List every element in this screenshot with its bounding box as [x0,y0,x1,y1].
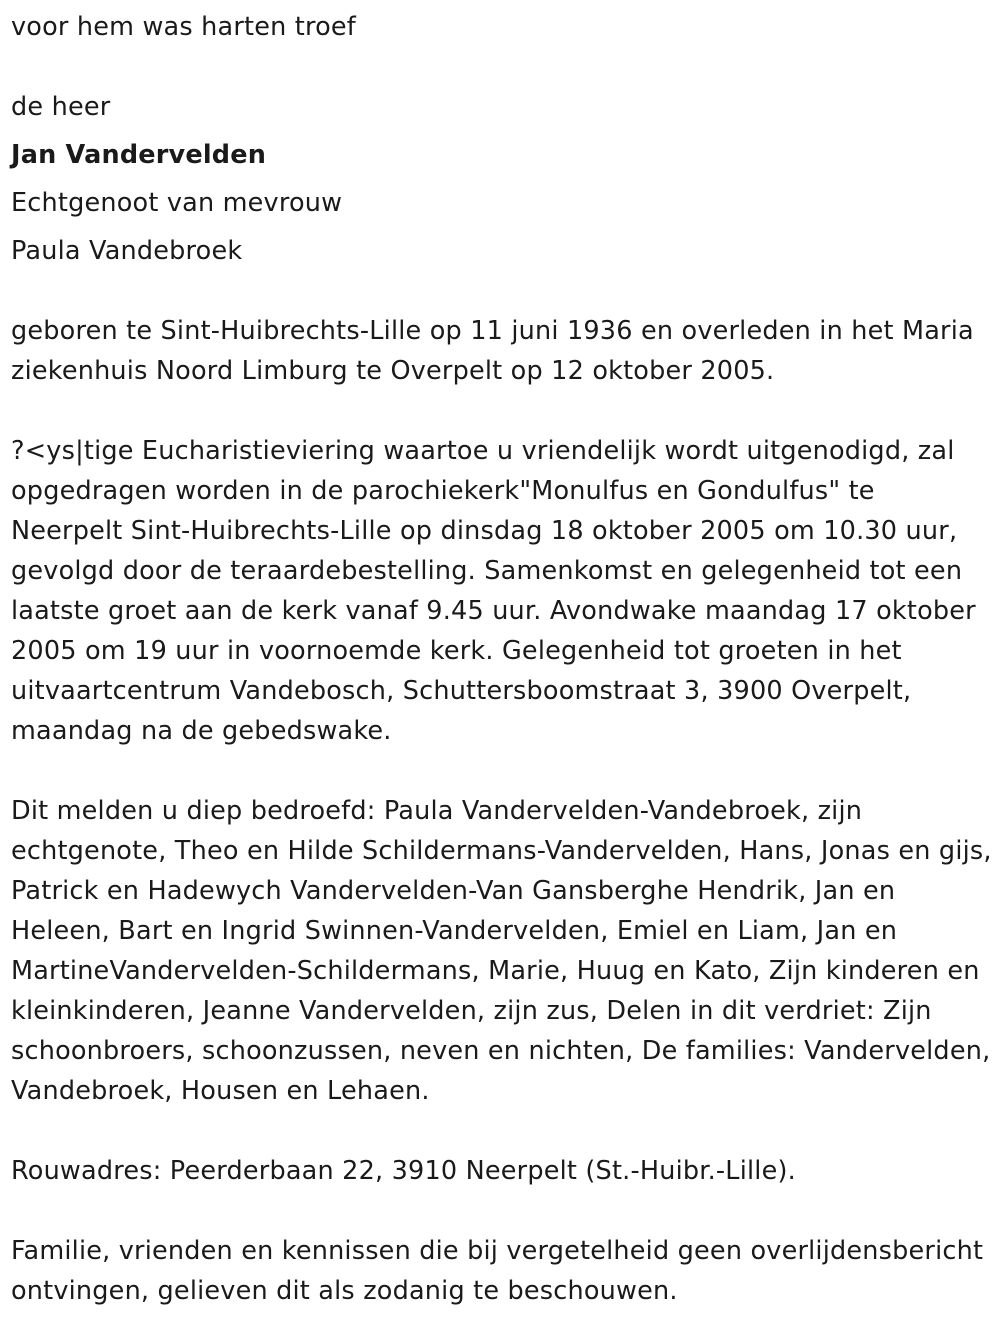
motto-line: voor hem was harten troef [11,12,356,42]
address-paragraph: Rouwadres: Peerderbaan 22, 3910 Neerpelt (St.-Huibr.-Lille). [11,1156,796,1186]
ceremony-paragraph: ?<ys|tige Eucharistieviering waartoe u vriendelijk wordt uitgenodigd, zal opgedragen worden in de parochiekerk"Monulfus en Gondulfus" te Neerpelt Sint-Huibrechts-Lille op dinsdag 18 oktober 2005 om 10.30 uur, gevolgd door de teraardebestelling. Samenkomst en gelegenheid tot een laatste groet aan de kerk vanaf 9.45 uur. Avondwake maandag 17 oktober 2005 om 19 uur in voornoemde kerk. Gelegenheid tot groeten in het uitvaartcentrum Vandebosch, Schuttersboomstraat 3, 3900 Overpelt, maandag na de gebedswake. [11,436,976,746]
salutation: de heer [11,92,111,122]
notice-paragraph: Familie, vrienden en kennissen die bij vergetelheid geen overlijdensbericht ontvingen, gelieven dit als zodanig te beschouwen. [11,1236,984,1306]
birth-death-paragraph: geboren te Sint-Huibrechts-Lille op 11 juni 1936 en overleden in het Maria ziekenhuis Noord Limburg te Overpelt op 12 oktober 2005. [11,316,974,386]
family-paragraph: Dit melden u diep bedroefd: Paula Vandervelden-Vandebroek, zijn echtgenote, Theo en Hilde Schildermans-Vandervelden, Hans, Jonas en gijs, Patrick en Hadewych Vandervelden-Van Gansberghe Hendrik, Jan en Heleen, Bart en Ingrid Swinnen-Vandervelden, Emiel en Liam, Jan en MartineVandervelden-Schildermans, Marie, Huug en Kato, Zijn kinderen en kleinkinderen, Jeanne Vandervelden, zijn zus, Delen in dit verdriet: Zijn schoonbroers, schoonzussen, neven en nichten, De families: Vandervelden, Vandebroek, Housen en Lehaen. [11,796,992,1106]
spouse-label: Echtgenoot van mevrouw [11,188,343,218]
spouse-name: Paula Vandebroek [11,236,243,266]
deceased-name: Jan Vandervelden [11,140,267,170]
